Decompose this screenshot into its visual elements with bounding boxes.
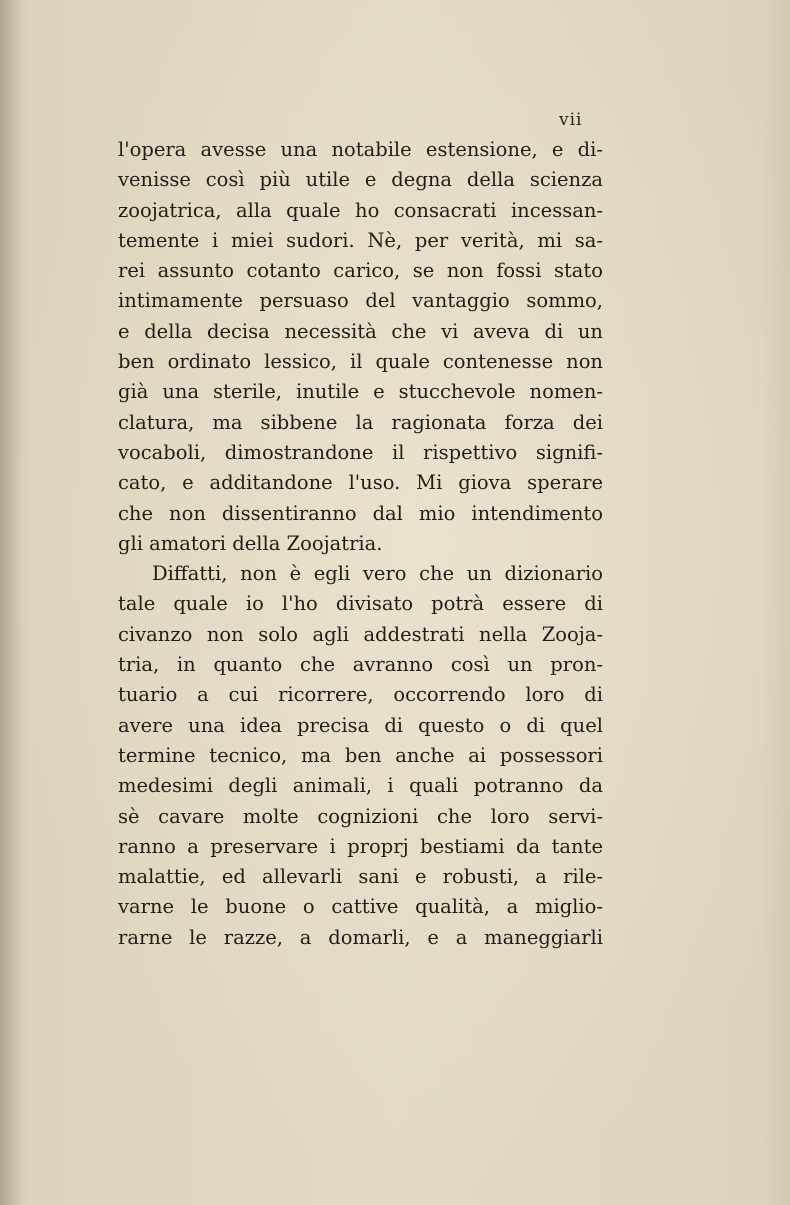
text-line: l'opera avesse una notabile estensione, e di- [118, 138, 603, 161]
text-line: ranno a preservare i proprj bestiami da tante [118, 834, 603, 858]
text-line: Diffatti, non è egli vero che un dizionario [152, 562, 603, 586]
text-line: rei assunto cotanto carico, se non fossi stato [118, 259, 603, 283]
text-line: medesimi degli animali, i quali potranno da [118, 774, 603, 798]
text-line: già una sterile, inutile e stucchevole nomen- [118, 380, 603, 404]
text-line: tuario a cui ricorrere, occorrendo loro di [118, 683, 603, 707]
text-line: e della decisa necessità che vi aveva di un [118, 319, 603, 343]
body-text [118, 135, 603, 953]
paragraph [118, 135, 603, 559]
text-line: temente i miei sudori. Nè, per verità, mi sa- [118, 228, 603, 252]
text-line: tale quale io l'ho divisato potrà essere di [118, 592, 603, 616]
text-line: intimamente persuaso del vantaggio sommo, [118, 289, 603, 313]
text-line: clatura, ma sibbene la ragionata forza dei [118, 410, 603, 434]
text-line: ben ordinato lessico, il quale contenesse non [118, 350, 603, 374]
paragraph [118, 559, 603, 953]
text-line: che non dissentiranno dal mio intendimento [118, 501, 603, 525]
text-line: gli amatori della Zoojatria. [118, 531, 383, 555]
text-line: vocaboli, dimostrandone il rispettivo signifi- [118, 440, 603, 464]
spine-shadow [0, 0, 22, 1205]
text-line: cato, e additandone l'uso. Mi giova sperare [118, 471, 603, 495]
text-line: tria, in quanto che avranno così un pron- [118, 653, 603, 677]
text-line: zoojatrica, alla quale ho consacrati incessan- [118, 198, 603, 222]
text-line: avere una idea precisa di questo o di quel [118, 713, 603, 737]
page-number: vii [559, 110, 583, 130]
text-line: varne le buone o cattive qualità, a miglio- [118, 895, 603, 919]
text-line: civanzo non solo agli addestrati nella Zooja- [118, 622, 603, 646]
text-line: rarne le razze, a domarli, e a maneggiarli [118, 925, 603, 949]
text-line: venisse così più utile e degna della scienza [118, 168, 603, 192]
text-line: sè cavare molte cognizioni che loro servi- [118, 804, 603, 828]
text-line: malattie, ed allevarli sani e robusti, a rile- [118, 865, 603, 889]
text-line: termine tecnico, ma ben anche ai possessori [118, 743, 603, 767]
